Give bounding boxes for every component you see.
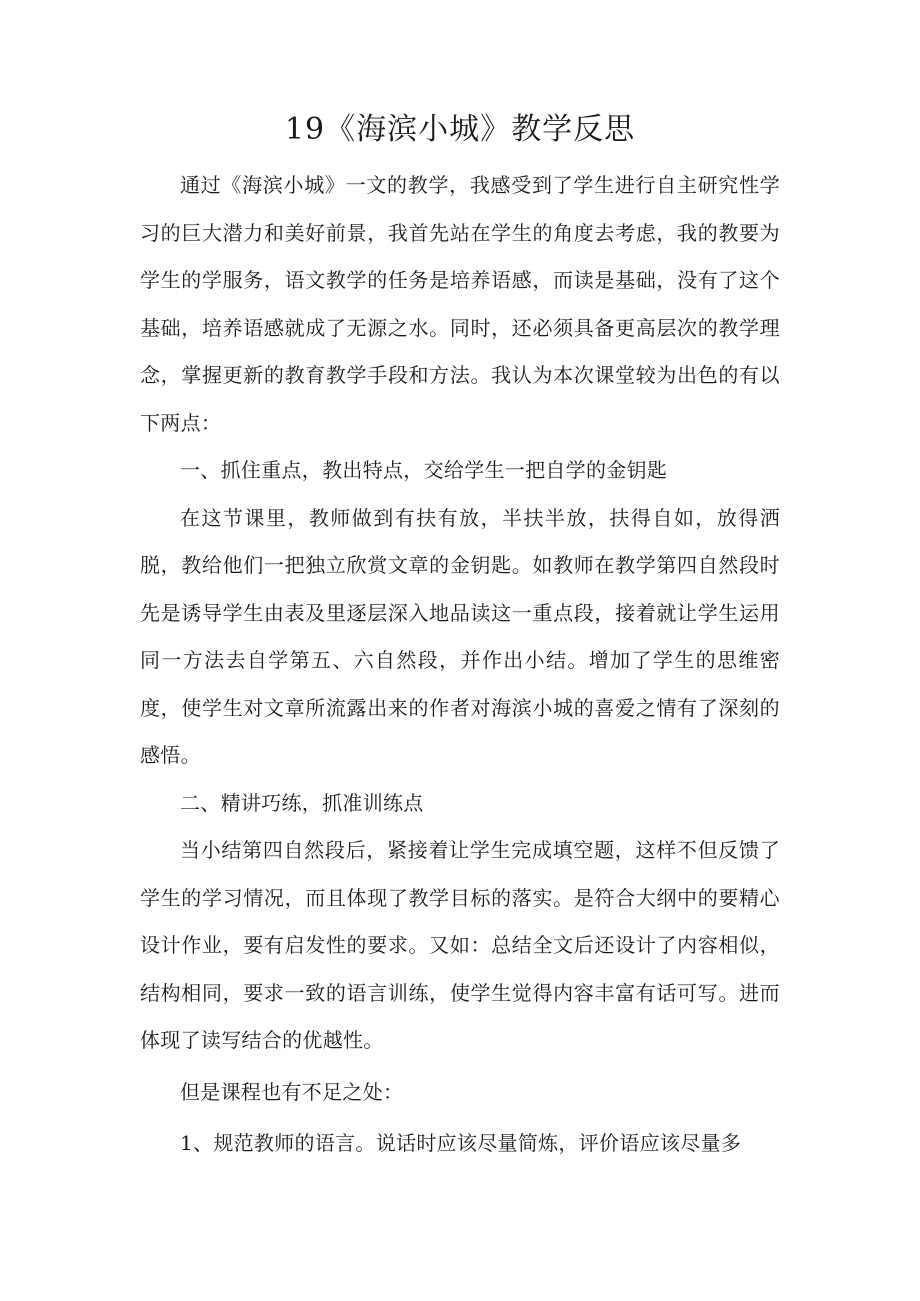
section-heading-2: 二、精讲巧练，抓准训练点 — [180, 790, 424, 815]
document-body — [140, 162, 780, 1168]
paragraph-intro: 通过《海滨小城》一文的教学，我感受到了学生进行自主研究性学习的巨大潜力和美好前景，我首先站在学生的角度去考虑，我的教要为学生的学服务，语文教学的任务是培养语感，而读是基础，没有了这个基础，培养语感就成了无源之水。同时，还必须具备更高层次的教学理念，掌握更新的教育教学手段和方法。我认为本次课堂较为出色的有以下两点： — [140, 173, 780, 435]
section-heading-1: 一、抓住重点，教出特点，交给学生一把自学的金钥匙 — [180, 458, 668, 482]
paragraph-shortcomings-intro: 但是课程也有不足之处： — [180, 1079, 404, 1104]
paragraph-section-1: 在这节课里，教师做到有扶有放，半扶半放，扶得自如，放得洒脱，教给他们一把独立欣赏文章的金钥匙。如教师在教学第四自然段时先是诱导学生由表及里逐层深入地品读这一重点段，接着就让学生运用同一方法去自学第五、六自然段，并作出小结。增加了学生的思维密度，使学生对文章所流露出来的作者对海滨小城的喜爱之情有了深刻的感悟。 — [140, 505, 780, 767]
paragraph-section-2: 当小结第四自然段后，紧接着让学生完成填空题，这样不但反馈了学生的学习情况，而且体现了教学目标的落实。是符合大纲中的要精心设计作业，要有启发性的要求。又如：总结全文后还设计了内容相似，结构相同，要求一致的语言训练，使学生觉得内容丰富有话可写。进而体现了读写结合的优越性。 — [140, 838, 780, 1052]
document-title: 19《海滨小城》教学反思 — [284, 112, 636, 147]
paragraph-shortcoming-1: 1、规范教师的语言。说话时应该尽量简炼，评价语应该尽量多 — [180, 1131, 742, 1155]
